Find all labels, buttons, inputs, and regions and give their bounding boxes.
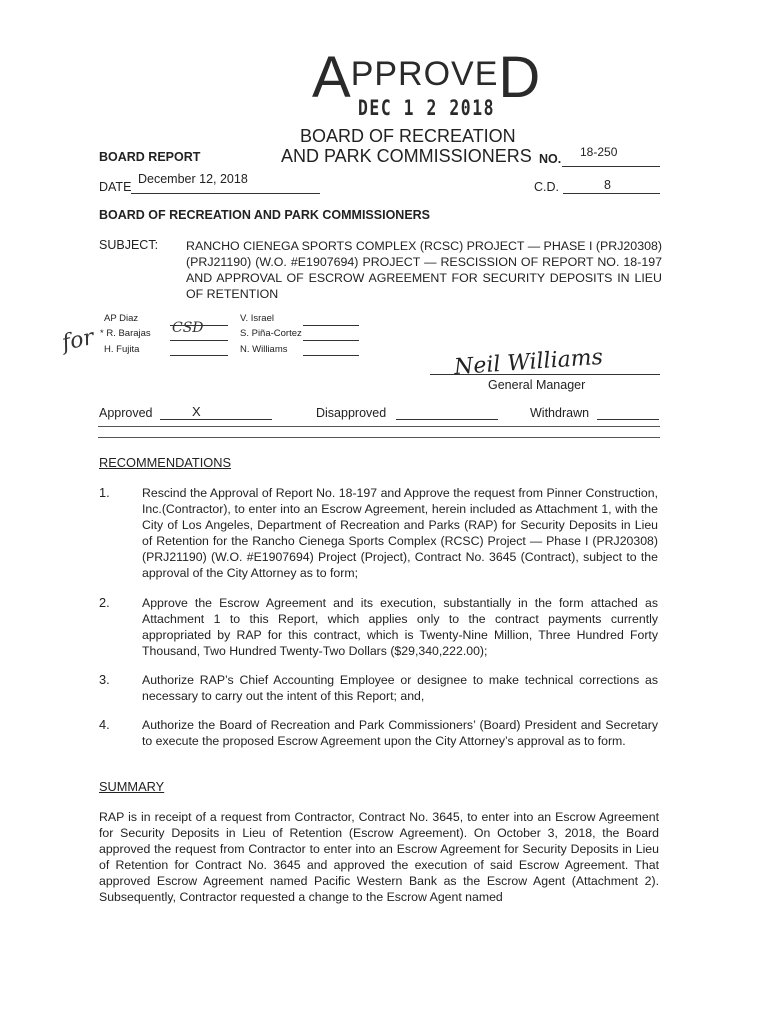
cd-line — [563, 193, 660, 194]
report-number-label: NO. — [539, 152, 562, 166]
stamp-letter-a: A — [312, 45, 351, 110]
board-report-label: BOARD REPORT — [99, 150, 201, 164]
recommendation-number: 2. — [99, 595, 110, 610]
withdrawn-label: Withdrawn — [530, 406, 590, 420]
title-line-1: BOARD OF RECREATION — [300, 126, 516, 146]
addressee: BOARD OF RECREATION AND PARK COMMISSIONERS — [99, 208, 431, 222]
initial-line-5 — [303, 340, 359, 341]
stamp-date: DEC 1 2 2018 — [358, 96, 496, 120]
divider-1 — [98, 426, 660, 427]
initial-line-4 — [303, 325, 359, 326]
cd-value: 8 — [604, 178, 611, 192]
commissioner-left-2: * R. Barajas — [100, 328, 151, 339]
summary-heading: SUMMARY — [99, 779, 165, 794]
recommendation-text: Approve the Escrow Agreement and its execution, substantially in the form attached as Attachment 1 to this Report, which applies only to the contract payments currently appropriated by RAP for this contract, which is Twenty-Nine Million, Three Hundred Forty Thousand, Two Hundred Twenty-Two Dollars ($29,340,222.00); — [142, 596, 658, 658]
approved-mark: X — [192, 404, 201, 419]
date-line — [131, 193, 320, 194]
initial-line-3 — [170, 355, 228, 356]
commissioner-left-1: AP Diaz — [104, 313, 139, 324]
report-number-line — [562, 166, 660, 167]
handwritten-initials: CSD — [172, 320, 204, 336]
signature-line — [430, 374, 660, 375]
commissioner-right-2: S. Piña-Cortez — [240, 328, 302, 339]
disapproved-line — [396, 419, 498, 420]
summary-paragraph: RAP is in receipt of a request from Contractor, Contract No. 3645, to enter into an Escrow Agreement for Security Deposits in Lieu of Retention (Escrow Agreement). On October 3, 2018, the Board approved the request from Contractor to enter into an Escrow Agreement for Security Deposits in Lieu of Retention for Contract No. 3645 and approved the execution of said Escrow Agreement. That approved Escrow Agreement named Pacific Western Bank as the Escrow Agent (Attachment 2). Subsequently, Contractor requested a change to the Escrow Agent named — [99, 810, 659, 904]
recommendation-text: Rescind the Approval of Report No. 18-197 and Approve the request from Pinner Construction, Inc.(Contractor), to enter into an Escrow Agreement, herein included as Attachment 1, with the City of Los Angeles, Department of Recreation and Parks (RAP) for Security Deposits in Lieu of Retention for the Rancho Cienega Sports Complex (RCSC) Project — Phase I (PRJ20308) (PRJ21190) (W.O. #E1907694) Project (Project), Contract No. 3645 (Contract), subject to the approval of the City Attorney as to form; — [142, 486, 658, 580]
report-number-value: 18-250 — [580, 145, 618, 159]
title-line-2: AND PARK COMMISSIONERS — [281, 146, 532, 166]
commissioner-right-3: N. Williams — [240, 344, 288, 355]
general-manager-title: General Manager — [488, 378, 586, 392]
stamp-letter-d: D — [498, 45, 541, 110]
recommendation-number: 3. — [99, 672, 110, 687]
margin-note: for — [59, 324, 97, 357]
disapproved-label: Disapproved — [316, 406, 387, 420]
approved-label: Approved — [99, 406, 153, 420]
initial-line-2 — [170, 340, 228, 341]
recommendation-number: 1. — [99, 485, 110, 500]
subject-label: SUBJECT: — [99, 238, 159, 252]
subject-text: RANCHO CIENEGA SPORTS COMPLEX (RCSC) PROJECT — PHASE I (PRJ20308) (PRJ21190) (W.O. #E1907694) PROJECT — RESCISSION OF REPORT NO. 18-197 AND APPROVAL OF ESCROW AGREEMENT FOR SECURITY DEPOSITS IN LIEU OF RETENTION — [186, 239, 662, 301]
withdrawn-line — [597, 419, 659, 420]
approved-line — [160, 419, 272, 420]
stamp-letters-middle: PPROVE — [350, 55, 499, 93]
recommendations-heading: RECOMMENDATIONS — [99, 455, 231, 470]
initial-line-6 — [303, 355, 359, 356]
recommendation-number: 4. — [99, 717, 110, 732]
recommendation-text: Authorize the Board of Recreation and Park Commissioners’ (Board) President and Secretary to execute the proposed Escrow Agreement upon the City Attorney’s approval as to form. — [142, 718, 658, 748]
commissioner-left-3: H. Fujita — [104, 344, 140, 355]
date-label: DATE — [99, 180, 132, 194]
cd-label: C.D. — [534, 180, 559, 194]
recommendation-text: Authorize RAP’s Chief Accounting Employee or designee to make technical corrections as necessary to carry out the intent of this Report; and, — [142, 673, 658, 703]
date-value: December 12, 2018 — [138, 172, 248, 186]
signature: Neil Williams — [453, 344, 604, 381]
divider-2 — [98, 437, 660, 438]
commissioner-right-1: V. Israel — [240, 313, 274, 324]
